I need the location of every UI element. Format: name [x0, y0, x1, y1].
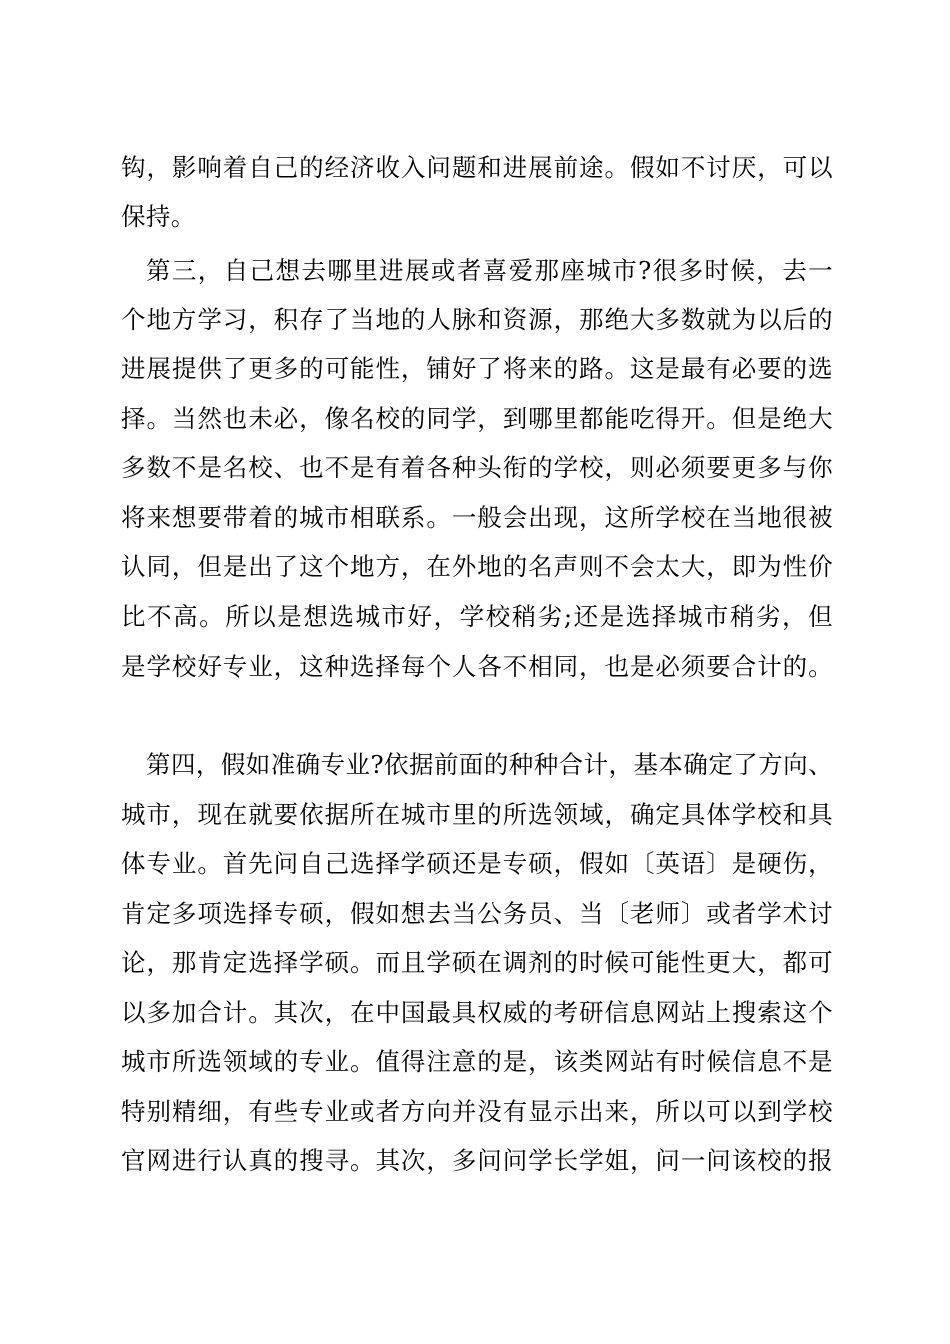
text-line: 比不高。所以是想选城市好，学校稍劣;还是选择城市稍劣，但 [121, 602, 833, 631]
paragraph-first-line: 第三，自己想去哪里进展或者喜爱那座城市?很多时候，去一 [146, 256, 833, 285]
text-line: 保持。 [121, 202, 196, 231]
text-line: 是学校好专业，这种选择每个人各不相同，也是必须要合计的。 [121, 652, 833, 681]
text-line: 择。当然也未必，像名校的同学，到哪里都能吃得开。但是绝大 [121, 404, 833, 433]
text-line: 以多加合计。其次，在中国最具权威的考研信息网站上搜索这个 [121, 998, 833, 1027]
text-line: 城市所选领域的专业。值得注意的是，该类网站有时候信息不是 [121, 1047, 833, 1076]
text-line: 进展提供了更多的可能性，铺好了将来的路。这是最有必要的选 [121, 354, 833, 383]
text-line: 认同，但是出了这个地方，在外地的名声则不会太大，即为性价 [121, 552, 833, 581]
text-line: 个地方学习，积存了当地的人脉和资源，那绝大多数就为以后的 [121, 305, 833, 334]
text-line: 钩，影响着自己的经济收入问题和进展前途。假如不讨厌，可以 [121, 153, 833, 182]
text-line: 体专业。首先问自己选择学硕还是专硕，假如〔英语〕是硬伤， [121, 849, 833, 878]
text-line: 官网进行认真的搜寻。其次，多问问学长学姐，问一问该校的报 [121, 1146, 833, 1175]
text-line: 论，那肯定选择学硕。而且学硕在调剂的时候可能性更大，都可 [121, 948, 833, 977]
text-line: 将来想要带着的城市相联系。一般会出现，这所学校在当地很被 [121, 503, 833, 532]
text-line: 特别精细，有些专业或者方向并没有显示出来，所以可以到学校 [121, 1097, 833, 1126]
text-line: 城市，现在就要依据所在城市里的所选领域，确定具体学校和具 [121, 800, 833, 829]
text-line: 肯定多项选择专硕，假如想去当公务员、当〔老师〕或者学术讨 [121, 899, 833, 928]
paragraph-first-line: 第四，假如准确专业?依据前面的种种合计，基本确定了方向、 [146, 750, 833, 779]
text-line: 多数不是名校、也不是有着各种头衔的学校，则必须要更多与你 [121, 453, 833, 482]
